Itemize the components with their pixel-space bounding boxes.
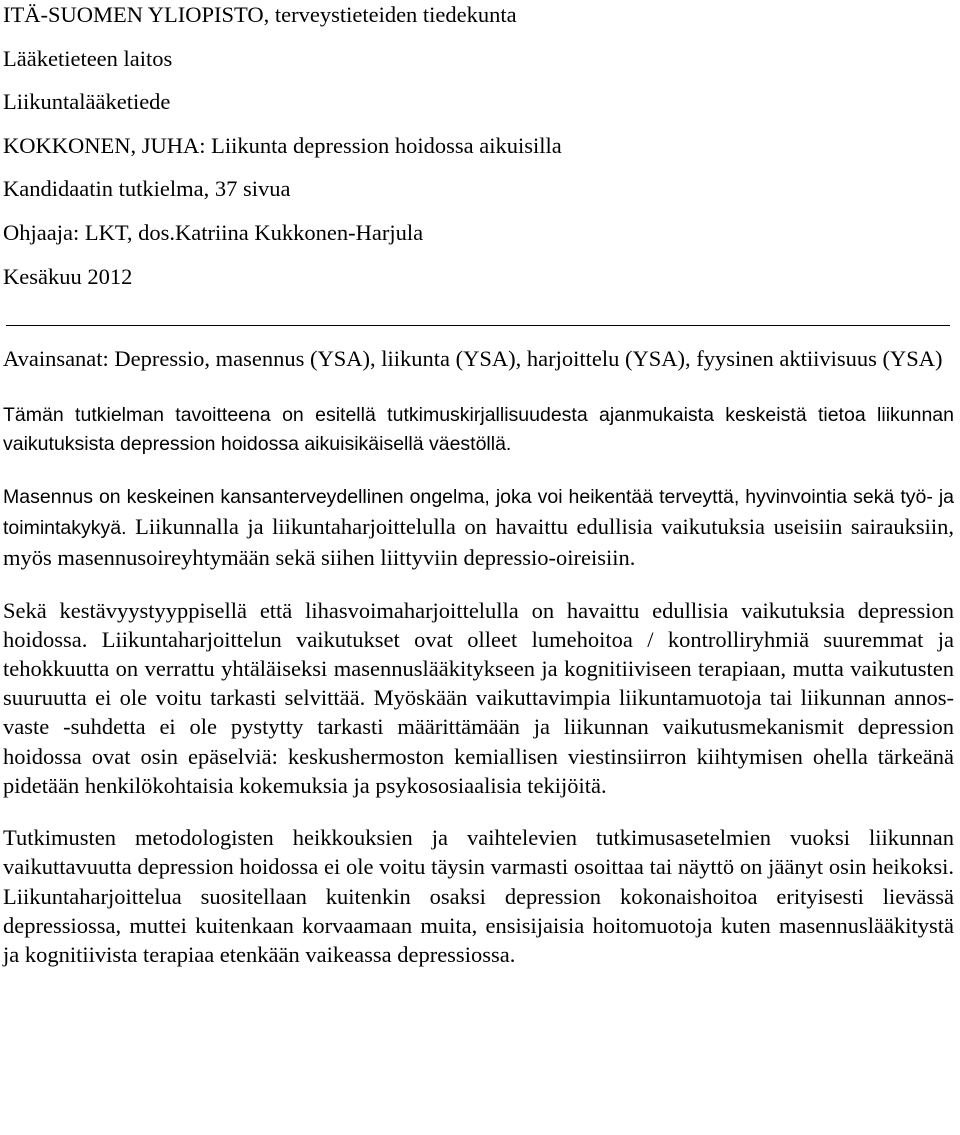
aim-paragraph: Tämän tutkielman tavoitteena on esitellä tutkimuskirjallisuudesta ajanmukaista keskeistä tietoa liikunnan vaikutuksista depression hoidossa aikuisikäisellä väestöllä. — [3, 403, 954, 455]
date-line: Kesäkuu 2012 — [3, 263, 133, 289]
keywords-paragraph: Avainsanat: Depressio, masennus (YSA), liikunta (YSA), harjoittelu (YSA), fyysinen aktiivisuus (YSA) — [3, 346, 943, 372]
conclusion-paragraph: Tutkimusten metodologisten heikkouksien ja vaihtelevien tutkimusasetelmien vuoksi liikunnan vaikuttavuutta depression hoidossa ei ole voitu täysin varmasti osoittaa tai näyttö on jäänyt osin heikoksi. Liikuntaharjoittelua suositellaan kuitenkin osaksi depression kokonaishoitoa erityisesti lievässä depressiossa, muttei kuitenkaan korvaamaan muita, ensisijaisia hoitomuotoja kuten masennuslääkitystä ja kognitiivista terapiaa etenkään vaikeassa depressiossa. — [3, 825, 954, 967]
supervisor-line: Ohjaaja: LKT, dos.Katriina Kukkonen-Harjula — [3, 219, 424, 245]
results-paragraph: Sekä kestävyystyyppisellä että lihasvoimaharjoittelulla on havaittu edullisia vaikutuksia depression hoidossa. Liikuntaharjoittelun vaikutukset ovat olleet lumehoitoa / kontrolliryhmiä suuremmat ja tehokkuutta on verrattu yhtäläiseksi masennuslääkitykseen ja kognitiiviseen terapiaan, mutta vaikutusten suuruutta ei ole voitu tarkasti selvittää. Myöskään vaikuttavimpia liikuntamuotoja tai liikunnan annos-vaste -suhdetta ei ole pystytty tarkasti määrittämään ja liikunnan vaikutusmekanismit depression hoidossa ovat osin epäselviä: keskushermoston kemiallisen viestinsiirron kiihtymisen ohella tärkeänä pidetään henkilökohtaisia kokemuksia ja psykososiaalisia tekijöitä. — [3, 597, 954, 798]
background-paragraph — [3, 481, 954, 573]
background-sans-text: Masennus on keskeinen kansanterveydellinen ongelma, joka voi heikentää terveyttä, hyvinvointia sekä työ- ja toimintakykyä. — [3, 486, 954, 540]
university-line: ITÄ-SUOMEN YLIOPISTO, terveystieteiden tiedekunta — [3, 2, 517, 27]
subject-line: Liikuntalääketiede — [3, 89, 171, 115]
horizontal-rule — [6, 325, 950, 326]
author-title-line: KOKKONEN, JUHA: Liikunta depression hoidossa aikuisilla — [3, 132, 562, 158]
background-serif-text: Liikunnalla ja liikuntaharjoittelulla on havaittu edullisia vaikutuksia useisiin sairauksiin, myös masennusoireyhtymään sekä siihen liittyviin depressio-oireisiin. — [3, 514, 954, 571]
thesis-header — [3, 0, 954, 298]
thesis-type-line: Kandidaatin tutkielma, 37 sivua — [3, 176, 291, 202]
department-line: Lääketieteen laitos — [3, 45, 173, 71]
